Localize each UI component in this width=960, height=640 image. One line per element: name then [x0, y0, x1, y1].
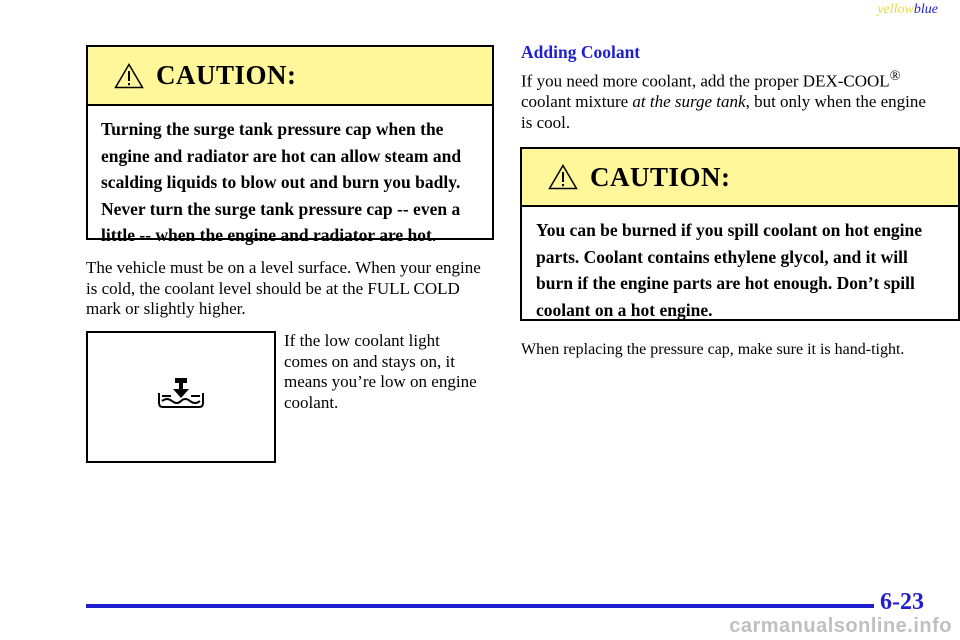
low-coolant-light-paragraph: If the low coolant light comes on and stays on, it means you’re low on engine coolant. [284, 331, 477, 412]
caution-header [88, 47, 492, 106]
caution-title: CAUTION: [156, 60, 297, 90]
registered-mark: ® [889, 68, 901, 84]
watermark: carmanualsonline.info [729, 615, 952, 637]
caution-box-pressure-cap [86, 45, 494, 245]
level-surface-paragraph: The vehicle must be on a level surface. When your engine is cold, the coolant level should be at the FULL COLD mark or slightly higher. [86, 258, 481, 318]
color-tag-yellow: yellow [877, 2, 914, 17]
coolant-light-figure [86, 331, 276, 463]
adding-coolant-paragraph [521, 66, 941, 133]
color-tag [877, 2, 938, 18]
pressure-cap-paragraph: When replacing the pressure cap, make sure it is hand-tight. [521, 341, 905, 358]
color-tag-blue: blue [913, 2, 938, 17]
footer-rule [86, 604, 874, 608]
low-coolant-warning-icon [158, 376, 204, 410]
caution-text: You can be burned if you spill coolant on hot engine parts. Coolant contains ethylene glycol, and it will burn if the engine parts are hot enough. Don’t spill coolant on a hot engine. [536, 220, 923, 320]
adding-coolant-heading: Adding Coolant [521, 42, 641, 62]
adding-text-part-1: If you need more coolant, add the proper DEX-COOL [521, 71, 890, 91]
adding-text-part-3: , but only when the engine is cool. [521, 92, 926, 132]
adding-text-part-2: coolant mixture [521, 92, 633, 112]
page-number: 6-23 [880, 589, 924, 615]
caution-header [522, 149, 958, 207]
warning-triangle-icon [114, 63, 144, 89]
caution-text: Turning the surge tank pressure cap when the engine and radiator are hot can allow steam and scalding liquids to blow out and burn you badly. Never turn the surge tank pressure cap -- even a little -- when the engine and radiator are hot. [101, 119, 462, 245]
caution-title: CAUTION: [590, 161, 731, 192]
caution-box-spill-coolant [520, 147, 960, 321]
adding-text-italic: at the surge tank [632, 92, 746, 112]
warning-triangle-icon [548, 164, 578, 190]
